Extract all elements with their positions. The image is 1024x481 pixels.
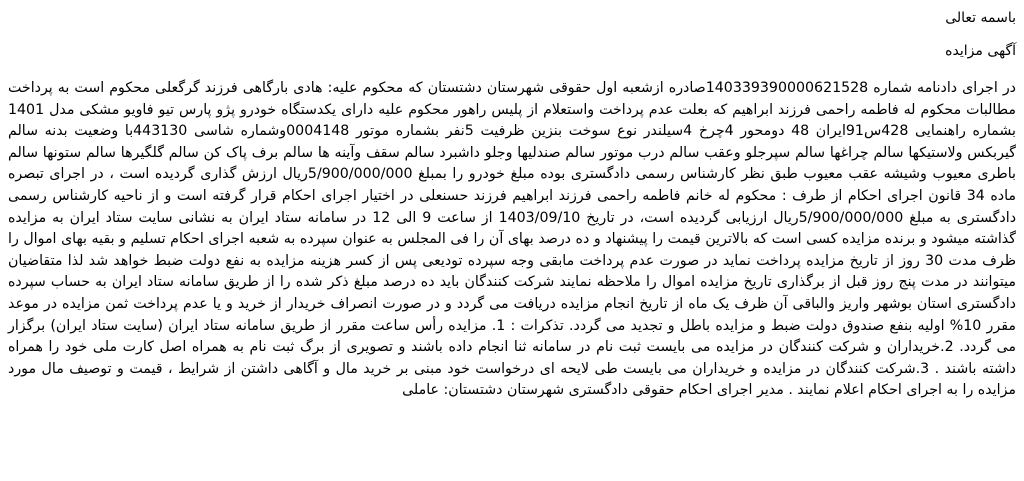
greeting-heading: باسمه تعالی bbox=[945, 10, 1016, 26]
notice-body: در اجرای دادنامه شماره 140339390000621528صادره ازشعبه اول حقوقی شهرستان دشتستان که محکوم علیه: هادی بارگاهی فرزند گرگعلی محکوم است به پرداخت مطالبات محکوم له فاطمه راحمی فرزند ابراهیم که بعلت عدم پرداخت واستعلام از پلیس راهور محکوم علیه دارای یکدستگاه خودرو پژو پارس تیو فاویو مشکی مدل 1401 بشماره راهنمایی 428س91ایران 48 دومحور 4چرخ 4سیلندر نوع سوخت بنزین ظرفیت 5نفر بشماره موتور 0004148وشماره شاسی 443130با وضعیت بدنه سالم گیربکس ولاستیکها سالم چراغها سالم سپرجلو وعقب سالم درب موتور سالم صندلیها وجلو داشبرد سالم سقف وآینه ها سالم برف پاک کن سالم گلگیرها سالم ستونها سالم باطری معیوب وشیشه عقب معیوب طبق نظر کارشناس رسمی دادگستری بوده مبلغ خودرو را بمبلغ 5/900/000/000ریال ارزش گذاری گردیده است ، در اجرای تبصره ماده 34 قانون اجرای احکام از طرف : محکوم له خانم فاطمه راحمی فرزند ابراهیم فرزند حسنعلی در اختیار اجرای احکام قرار گرفته است و از ناحیه کارشناس رسمی دادگستری به مبلغ 5/900/000/000ریال ارزیابی گردیده است، در تاریخ 1403/09/10 از ساعت 9 الی 12 در سامانه ستاد ایران به نشانی سایت ستاد ایران به مزایده گذاشته میشود و برنده مزایده کسی است که بالاترین قیمت را پیشنهاد و ده درصد بهای آن را فی المجلس به عنوان سپرده به شعبه اجرای احکام تسلیم و بقیه بهای اموال را ظرف مدت 30 روز از تاریخ مزایده پرداخت نماید در صورت عدم پرداخت مابقی وجه سپرده تودیعی پس از کسر هزینه مزایده به نفع دولت ضبط خواهد شد لذا متقاضیان میتوانند در مدت پنج روز قبل از برگذاری تاریخ مزایده اموال را ملاحظه نمایند شرکت کنندگان باید ده درصد مبلغ ذکر شده را از طریق سامانه ستاد ایران به حساب سپرده دادگستری استان بوشهر واریز والباقی آن ظرف یک ماه از تاریخ انجام مزایده دریافت می گردد و در صورت انصراف خریدار از خرید و یا عدم پرداخت ثمن مزایده در موعد مقرر 10% اولیه بنفع صندوق دولت ضبط و مزایده باطل و تجدید می گردد. تذکرات : 1. مزایده رأس ساعت مقرر از طریق سامانه ستاد ایران (سایت ستاد ایران) برگزار می گردد. 2.خریداران و شرکت کنندگان در مزایده می بایست ثبت نام در سامانه ثنا انجام داده باشند و تصویری از برگ ثبت نام به همراه اصل کارت ملی خود را همراه داشته باشند . 3.شرکت کنندگان در مزایده و خریداران می بایست طی لایحه ای درخواست خود مبنی بر خرید مال و آگاهی داشتن از شرایط ، قیمت و توصیف مال مورد مزایده را به اجرای احکام اعلام نمایند . مدیر اجرای احکام حقوقی دادگستری شهرستان دشتستان: عاملی bbox=[8, 80, 1017, 399]
notice-title: آگهی مزایده bbox=[945, 43, 1016, 59]
